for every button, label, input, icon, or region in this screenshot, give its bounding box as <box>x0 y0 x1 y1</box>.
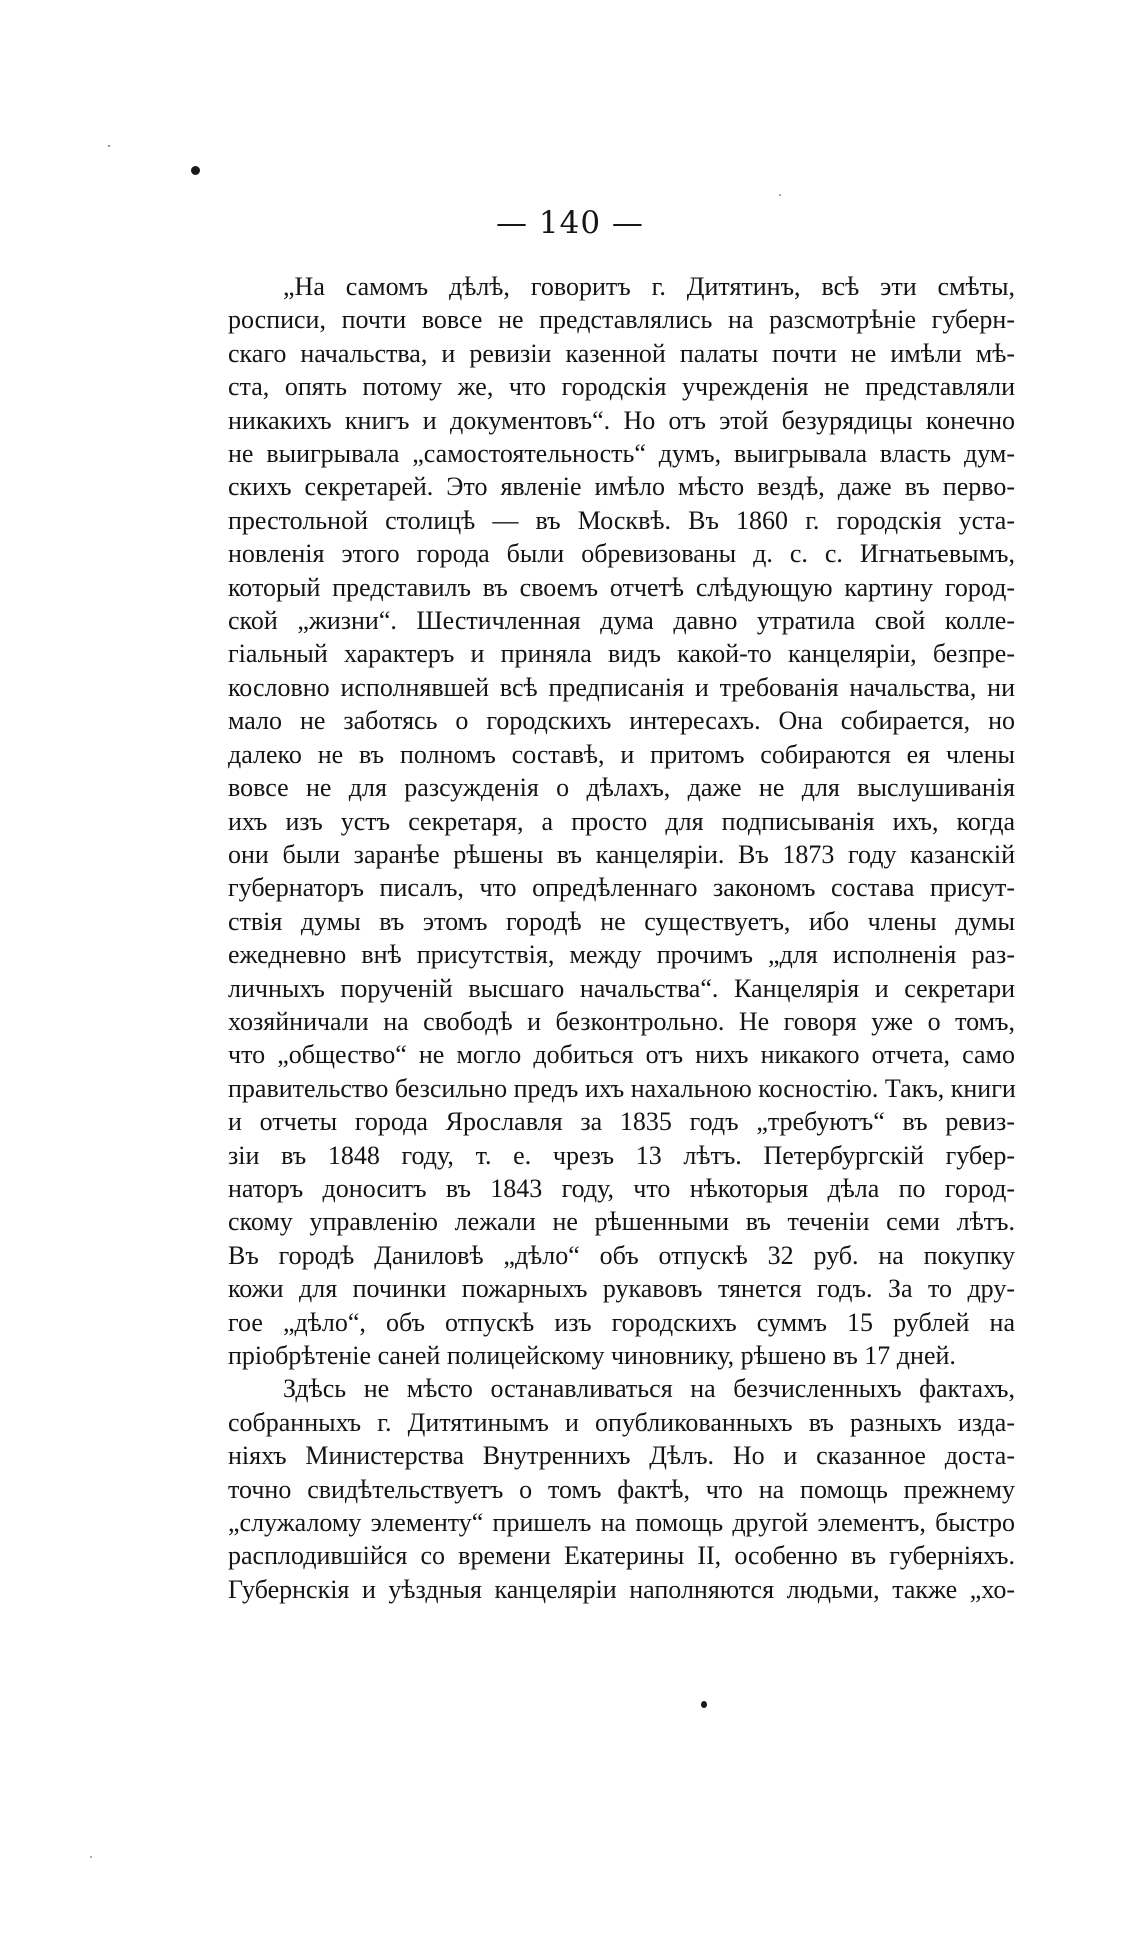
text-line: точно свидѣтельствуетъ о томъ фактѣ, что на помощь прежнему <box>228 1474 1015 1504</box>
text-line: росписи, почти вовсе не представлялись на разсмотрѣніе губерн- <box>228 305 1015 335</box>
text-line: „служалому элементу“ пришелъ на помощь другой элементъ, быстро <box>228 1508 1015 1538</box>
text-line: ихъ изъ устъ секретаря, а просто для подписыванія ихъ, когда <box>228 806 1015 836</box>
text-line: гое „дѣло“, объ отпускѣ изъ городскихъ суммъ 15 рублей на <box>228 1307 1015 1337</box>
text-line: скаго начальства, и ревизіи казенной палаты почти не имѣли мѣ- <box>228 338 1015 368</box>
ink-speck <box>108 145 110 147</box>
text-line: ской „жизни“. Шестичленная дума давно утратила свой колле- <box>228 606 1015 636</box>
text-line: кожи для починки пожарныхъ рукавовъ тянется годъ. За то дру- <box>228 1274 1015 1304</box>
text-line: Губернскія и уѣздныя канцеляріи наполняются людьми, также „хо- <box>228 1574 1015 1604</box>
page-number: — 140 — <box>496 205 644 241</box>
text-line: скому управленію лежали не рѣшенными въ теченіи семи лѣтъ. <box>228 1207 1015 1237</box>
text-line: расплодившійся со времени Екатерины II, особенно въ губерніяхъ. <box>228 1541 1015 1571</box>
text-line: что „общество“ не могло добиться отъ нихъ никакого отчета, само <box>228 1040 1015 1070</box>
text-line: они были заранѣе рѣшены въ канцеляріи. Въ 1873 году казанскій <box>228 839 1015 869</box>
text-line: зіи въ 1848 году, т. е. чрезъ 13 лѣтъ. Петербургскій губер- <box>228 1140 1015 1170</box>
text-line: ніяхъ Министерства Внутреннихъ Дѣлъ. Но и сказанное доста- <box>228 1441 1015 1471</box>
text-line: новленія этого города были обревизованы д. с. с. Игнатьевымъ, <box>228 539 1015 569</box>
text-line: ежедневно внѣ присутствія, между прочимъ „для исполненія раз- <box>228 940 1015 970</box>
text-line: никакихъ книгъ и документовъ“. Но отъ этой безурядицы конечно <box>228 405 1015 435</box>
text-line: личныхъ порученій высшаго начальства“. Канцелярія и секретари <box>228 973 1015 1003</box>
text-line: Въ городѣ Даниловѣ „дѣло“ объ отпускѣ 32 руб. на покупку <box>228 1240 1015 1270</box>
text-line: который представилъ въ своемъ отчетѣ слѣдующую картину город- <box>228 572 1015 602</box>
text-line: мало не заботясь о городскихъ интересахъ. Она собирается, но <box>228 706 1015 736</box>
text-line: хозяйничали на свободѣ и безконтрольно. Не говоря уже о томъ, <box>228 1006 1015 1036</box>
text-line: „На самомъ дѣлѣ, говоритъ г. Дитятинъ, всѣ эти смѣты, <box>283 272 1015 301</box>
text-line: Здѣсь не мѣсто останавливаться на безчисленныхъ фактахъ, <box>283 1374 1015 1404</box>
text-line: ствія думы въ этомъ городѣ не существуетъ, ибо члены думы <box>228 906 1015 936</box>
text-line: и отчеты города Ярославля за 1835 годъ „требуютъ“ въ ревиз- <box>228 1107 1015 1137</box>
ink-speck <box>191 166 200 175</box>
ink-speck <box>90 1856 92 1858</box>
text-line: вовсе не для разсужденія о дѣлахъ, даже не для выслушиванія <box>228 773 1015 803</box>
ink-speck <box>779 194 781 196</box>
text-line: пріобрѣтеніе саней полицейскому чиновнику, рѣшено въ 17 дней. <box>228 1341 956 1370</box>
text-line: скихъ секретарей. Это явленіе имѣло мѣсто вездѣ, даже въ перво- <box>228 472 1015 502</box>
text-line: губернаторъ писалъ, что опредѣленнаго закономъ состава присут- <box>228 873 1015 903</box>
text-line: гіальный характеръ и приняла видъ какой-то канцеляріи, безпре- <box>228 639 1015 669</box>
text-line: кословно исполнявшей всѣ предписанія и требованія начальства, ни <box>228 672 1015 702</box>
text-line: правительство безсильно предъ ихъ нахальною косностію. Такъ, книги <box>228 1073 1016 1103</box>
text-line: престольной столицѣ — въ Москвѣ. Въ 1860 г. городскія уста- <box>228 505 1015 535</box>
text-line: наторъ доноситъ въ 1843 году, что нѣкоторыя дѣла по город- <box>228 1173 1015 1203</box>
text-line: далеко не въ полномъ составѣ, и притомъ собираются ея члены <box>228 739 1015 769</box>
text-line: не выигрывала „самостоятельность“ думъ, выигрывала власть дум- <box>228 439 1015 469</box>
text-line: собранныхъ г. Дитятинымъ и опубликованныхъ въ разныхъ изда- <box>228 1407 1015 1437</box>
ink-speck <box>701 1701 707 1708</box>
body-text <box>228 270 1015 1606</box>
text-line: ста, опять потому же, что городскія учрежденія не представляли <box>228 372 1015 402</box>
